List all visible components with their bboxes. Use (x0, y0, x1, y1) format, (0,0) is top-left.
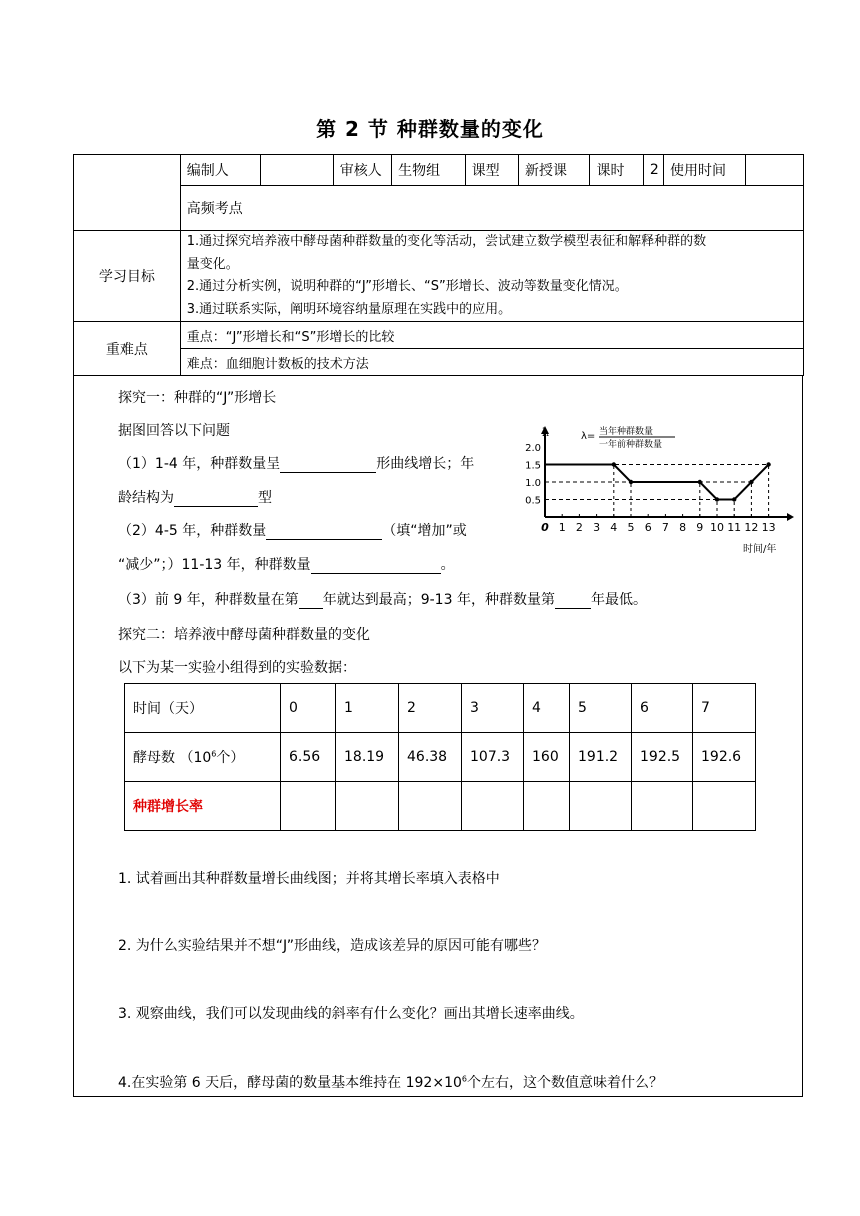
inquiry1-title: 探究一：种群的“J”形增长 (118, 390, 277, 406)
reviewer-label: 审核人 (333, 155, 391, 186)
goal-line: 3.通过联系实际，阐明环境容纳量原理在实践中的应用。 (186, 301, 512, 317)
answer-blank[interactable] (174, 490, 258, 507)
difficult-point: 难点：血细胞计数板的技术方法 (180, 349, 803, 376)
table-cell: 4 (524, 684, 570, 733)
goal-label: 学习目标 (74, 231, 181, 322)
formula-denominator: 一年前种群数量 (599, 440, 663, 450)
answer-blank[interactable] (266, 523, 382, 540)
question-item: 4.在实验第 6 天后，酵母菌的数量基本维持在 $192\times 10^6$个左右，这个数值意味着什么？ (118, 1074, 663, 1091)
x-tick-label: 7 (661, 521, 669, 534)
x-axis-label: 时间/年 (743, 544, 777, 555)
row-label-count: 酵母数 （$10^6$个） (125, 733, 281, 782)
answer-cell[interactable] (336, 782, 399, 831)
lambda-chart (515, 418, 795, 560)
question-item: 2. 为什么实验结果并不想“J”形曲线，造成该差异的原因可能有哪些？ (118, 938, 547, 954)
data-point (612, 462, 616, 466)
table-cell: 3 (462, 684, 524, 733)
x-tick-label: 13 (761, 521, 776, 534)
formula-numerator: 当年种群数量 (599, 427, 654, 437)
answer-cell[interactable] (281, 782, 336, 831)
table-cell: 107.3 (462, 733, 524, 782)
x-tick-label: 1 (558, 521, 566, 534)
key-label: 重难点 (74, 322, 181, 376)
x-tick-label: 4 (610, 521, 618, 534)
question-item: 1. 试着画出其种群数量增长曲线图；并将其增长率填入表格中 (118, 871, 500, 887)
x-tick-label: 5 (627, 521, 635, 534)
table-cell: 6.56 (281, 733, 336, 782)
x-tick-label: 3 (593, 521, 601, 534)
answer-cell[interactable] (693, 782, 756, 831)
table-cell: 0 (281, 684, 336, 733)
table-cell: 192.5 (632, 733, 693, 782)
header-table (73, 154, 804, 376)
table-cell: 46.38 (399, 733, 462, 782)
table-row (125, 782, 756, 831)
table-cell: 191.2 (570, 733, 632, 782)
y-tick-label: 1.0 (525, 478, 541, 489)
hot-label: 高频考点 (180, 186, 803, 231)
answer-cell[interactable] (462, 782, 524, 831)
period-value: 2 (643, 155, 663, 186)
table-cell: 18.19 (336, 733, 399, 782)
question-item: 3. 观察曲线，我们可以发现曲线的斜率有什么变化？画出其增长速率曲线。 (118, 1006, 584, 1022)
time-value (745, 155, 803, 186)
data-table (124, 683, 756, 831)
table-cell: 192.6 (693, 733, 756, 782)
answer-cell[interactable] (570, 782, 632, 831)
table-cell: 6 (632, 684, 693, 733)
goal-line: 量变化。 (186, 256, 239, 272)
answer-cell[interactable] (524, 782, 570, 831)
table-cell: 160 (524, 733, 570, 782)
time-label: 使用时间 (663, 155, 745, 186)
goal-line: 2.通过分析实例，说明种群的“J”形增长、“S”形增长、波动等数量变化情况。 (186, 279, 628, 294)
table-row (125, 684, 756, 733)
row-label-time: 时间（天） (125, 684, 281, 733)
answer-cell[interactable] (399, 782, 462, 831)
type-label: 课型 (465, 155, 518, 186)
y-tick-label: 2.0 (525, 443, 541, 454)
question-2-line1: （2）4-5 年，种群数量 （填“增加”或 (118, 523, 467, 539)
goal-list (180, 231, 803, 322)
x-axis-arrow (787, 513, 794, 521)
data-point (766, 462, 770, 466)
formula-prefix: λ= (581, 431, 596, 442)
inquiry1-instruction: 据图回答以下问题 (118, 423, 230, 439)
answer-blank[interactable] (280, 456, 376, 473)
x-tick-label: 9 (696, 521, 704, 534)
x-tick-label: 0 (541, 521, 549, 534)
row-label-growth-rate: 种群增长率 (125, 782, 281, 831)
question-1-line1: （1）1-4 年，种群数量呈 形曲线增长；年 (118, 456, 475, 472)
period-label: 课时 (590, 155, 643, 186)
x-tick-label: 12 (744, 521, 759, 534)
table-cell: 2 (399, 684, 462, 733)
answer-blank[interactable] (311, 557, 441, 574)
data-point (629, 480, 633, 484)
y-tick-label: 0.5 (525, 495, 541, 507)
answer-blank[interactable] (299, 592, 323, 609)
x-tick-label: 6 (644, 521, 652, 534)
question-3: （3）前 9 年，种群数量在第 年就达到最高；9-13 年，种群数量第 年最低。 (118, 592, 647, 608)
table-cell: 7 (693, 684, 756, 733)
x-tick-label: 8 (679, 521, 687, 534)
blank-cell (74, 155, 181, 231)
key-point: 重点：“J”形增长和“S”形增长的比较 (180, 322, 803, 349)
group-cell: 生物组 (392, 155, 466, 186)
answer-blank[interactable] (555, 592, 591, 609)
table-row (125, 733, 756, 782)
x-tick-label: 10 (710, 521, 724, 534)
editor-label: 编制人 (180, 155, 261, 186)
data-point (698, 480, 702, 484)
page-title: 第 2 节 种群数量的变化 (316, 117, 544, 141)
x-tick-label: 11 (727, 521, 742, 534)
inquiry2-title: 探究二：培养液中酵母菌种群数量的变化 (118, 627, 370, 643)
answer-cell[interactable] (632, 782, 693, 831)
table-cell: 5 (570, 684, 632, 733)
data-point (732, 497, 736, 501)
question-1-line2: 龄结构为 型 (118, 490, 272, 506)
data-point (749, 480, 753, 484)
goal-line: 1.通过探究培养液中酵母菌种群数量的变化等活动，尝试建立数学模型表征和解释种群的数 (186, 234, 707, 249)
question-2-line2: “减少”；）11-13 年，种群数量 。 (118, 557, 455, 573)
table-cell: 1 (336, 684, 399, 733)
type-value: 新授课 (519, 155, 590, 186)
data-point (715, 497, 719, 501)
y-tick-label: 1.5 (525, 460, 541, 472)
inquiry2-intro: 以下为某一实验小组得到的实验数据： (118, 660, 356, 676)
x-tick-label: 2 (575, 521, 583, 534)
editor-value (261, 155, 333, 186)
